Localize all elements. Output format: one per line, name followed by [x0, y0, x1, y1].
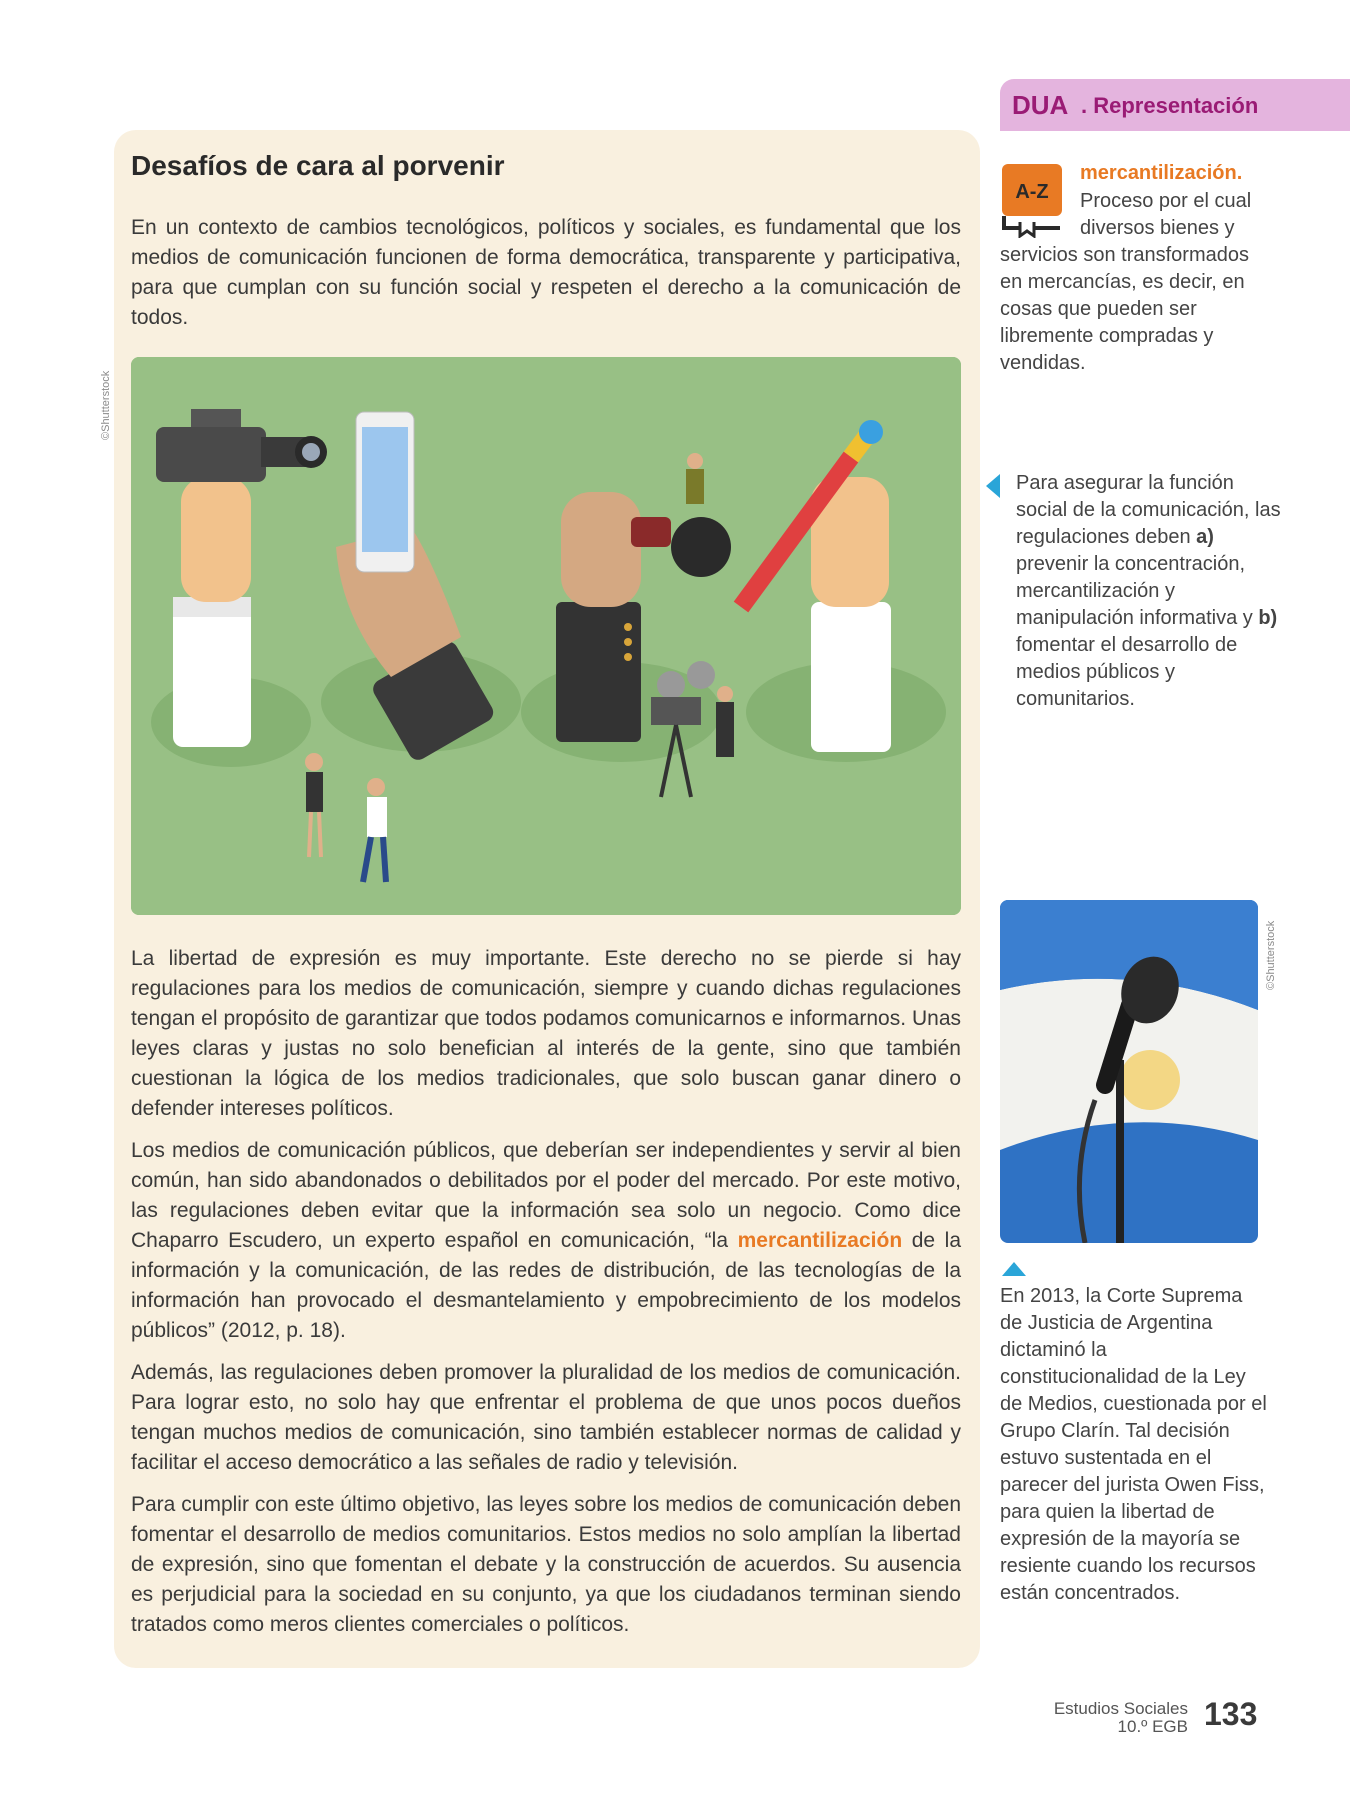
glossary-icon-text: A-Z [1015, 181, 1049, 203]
glossary-term: mercantilización. [1080, 162, 1243, 184]
note-text-2: prevenir la concentración, mercantilización y manipulación informativa y [1016, 553, 1259, 629]
page-number: 133 [1204, 1696, 1258, 1732]
side-note [1016, 470, 1284, 713]
hands-media-illustration [131, 357, 961, 915]
body-text [131, 944, 961, 1652]
dua-subtitle: . Representación [1081, 93, 1259, 118]
glossary-def-rest: servicios son transformados en mercancías, es decir, en cosas que pueden ser libremente compradas y vendidas. [1000, 244, 1249, 374]
section-title: Desafíos de cara al porvenir [131, 150, 505, 181]
dua-header [1000, 79, 1350, 131]
note-arrow-icon [986, 474, 1002, 498]
paragraph-2-end: de la información y la comunicación, de las redes de distribución, de las tecnologías de la información han provocado el desmantelamiento y empobrecimiento de los modelos públicos” (2012, p. 18). [131, 1229, 962, 1342]
media-illustration [131, 357, 961, 915]
photo-credit: ©Shutterstock [1265, 920, 1277, 990]
dua-label: DUA [1012, 90, 1069, 120]
footer-subject-name: Estudios Sociales [1053, 1699, 1188, 1718]
note-label-a: a) [1196, 526, 1214, 548]
note-label-b: b) [1258, 607, 1278, 629]
paragraph-2-start: Los medios de comunicación públicos, que deberían ser independientes y servir al bien común, han sido abandonados o debilitados por el poder del mercado. Por este motivo, las regulaciones deben evitar que la información sea solo un negocio. Como dice Chaparro Escudero, un experto español en comunicación, “la [131, 1139, 961, 1252]
glossary-def-line-2: diversos bienes y [1080, 217, 1235, 239]
glossary-def-line-1: Proceso por el cual [1080, 190, 1252, 212]
image-credit: ©Shutterstock [100, 370, 112, 440]
paragraph-2 [131, 1136, 961, 1346]
microphone-photo [1000, 900, 1258, 1243]
paragraph-3: Además, las regulaciones deben promover la pluralidad de los medios de comunicación. Para lograr esto, no solo hay que enfrentar el problema de que unos pocos dueños tengan muchos medios de comunicación, sino también establecer normas de calidad y facilitar el acceso democrático a las señales de radio y televisión. [131, 1361, 961, 1474]
photo-caption: En 2013, la Corte Suprema de Justicia de Argentina dictaminó la constitucionalidad de la Ley de Medios, cuestionada por el Grupo Clarín. Tal decisión estuvo sustentada en el parecer del jurista Owen Fiss, para quien la libertad de expresión de la mayoría se resiente cuando los recursos están concentrados. [1000, 1285, 1267, 1604]
glossary-definition [1000, 188, 1270, 377]
glossary-term-link[interactable]: mercantilización [737, 1229, 903, 1252]
footer-subject [1054, 1700, 1188, 1736]
footer-grade: 10.º EGB [1117, 1717, 1188, 1736]
paragraph-4: Para cumplir con este último objetivo, las leyes sobre los medios de comunicación deben fomentar el desarrollo de medios comunitarios. Estos medios no solo amplían la libertad de expresión, sino que fomentan el debate y la construcción de acuerdos. Su ausencia es perjudicial para la sociedad en su conjunto, ya que los ciudadanos terminan siendo tratados como meros clientes comerciales o políticos. [131, 1493, 961, 1636]
paragraph-1: La libertad de expresión es muy importante. Este derecho no se pierde si hay regulaciones para los medios de comunicación, siempre y cuando dichas regulaciones tengan el propósito de garantizar que todos podamos comunicarnos e informarnos. Unas leyes claras y justas no solo benefician al interés de la gente, sino que también cuestionan la lógica de los medios tradicionales, que solo buscan ganar dinero o defender intereses políticos. [131, 947, 961, 1120]
microphone-flag-image [1000, 900, 1258, 1243]
note-text-3: fomentar el desarrollo de medios públicos y comunitarios. [1016, 634, 1238, 710]
intro-paragraph: En un contexto de cambios tecnológicos, políticos y sociales, es fundamental que los medios de comunicación funcionen de forma democrática, transparente y participativa, para que cumplan con su función social y respeten el derecho a la comunicación de todos. [131, 216, 961, 329]
caption-arrow-icon [1002, 1262, 1026, 1276]
note-text-1: Para asegurar la función social de la comunicación, las regulaciones deben [1016, 472, 1281, 548]
